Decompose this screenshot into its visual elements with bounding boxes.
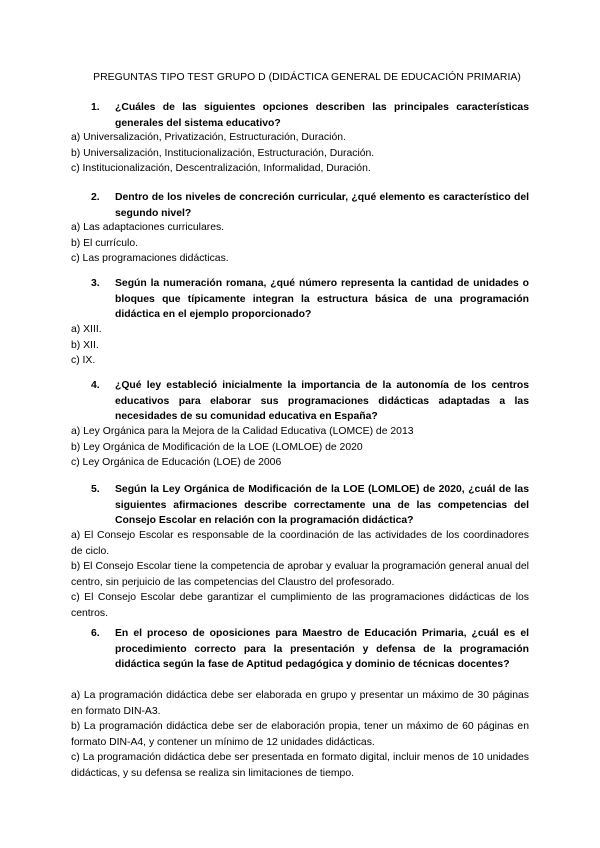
option-a: a) El Consejo Escolar es responsable de la coordinación de las actividades de los coordinadores de ciclo. [71, 530, 529, 557]
question-number: 6. [91, 628, 100, 639]
option-c: c) El Consejo Escolar debe garantizar el cumplimiento de las programaciones didácticas de los centros. [71, 592, 529, 619]
question-5 [71, 482, 529, 529]
question-1 [71, 100, 529, 131]
question-number: 3. [91, 278, 100, 289]
option-a: a) XIII. [71, 324, 102, 335]
question-number: 1. [91, 102, 100, 113]
option-b: b) Universalización, Institucionalización, Estructuración, Duración. [71, 147, 375, 159]
option-c: c) Institucionalización, Descentralización, Informalidad, Duración. [71, 163, 371, 174]
question-title [71, 378, 529, 425]
question-6 [71, 626, 529, 673]
question-text: En el proceso de oposiciones para Maestro de Educación Primaria, ¿cuál es el procedimiento correcto para la presentación y defensa de la programación didáctica según la fase de Aptitud pedagógica y dominio de técnicas docentes? [115, 628, 529, 670]
question-text: Según la Ley Orgánica de Modificación de la LOE (LOMLOE) de 2020, ¿cuál de las siguientes afirmaciones describe correctamente una de las competencias del Consejo Escolar en relación con la programación didáctica? [115, 484, 529, 526]
question-4 [71, 378, 529, 425]
option-b: b) El Consejo Escolar tiene la competencia de aprobar y evaluar la programación general anual del centro, sin perjuicio de las competencias del Claustro del profesorado. [71, 561, 529, 588]
option-a: a) Ley Orgánica para la Mejora de la Calidad Educativa (LOMCE) de 2013 [71, 426, 414, 437]
option-c: c) IX. [71, 355, 96, 366]
question-title [71, 482, 529, 529]
option-b: b) La programación didáctica debe ser de elaboración propia, tener un máximo de 60 páginas en formato DIN-A4, y contener un mínimo de 12 unidades didácticas. [71, 721, 529, 748]
question-text: Dentro de los niveles de concreción curricular, ¿qué elemento es característico del segundo nivel? [115, 192, 529, 219]
option-b: b) El currículo. [71, 237, 138, 249]
document-header: PREGUNTAS TIPO TEST GRUPO D (DIDÁCTICA GENERAL DE EDUCACIÓN PRIMARIA) [93, 72, 521, 83]
option-b: b) Ley Orgánica de Modificación de la LOE (LOMLOE) de 2020 [71, 441, 363, 453]
question-text: ¿Cuáles de las siguientes opciones describen las principales características generales del sistema educativo? [115, 102, 529, 129]
option-c: c) Ley Orgánica de Educación (LOE) de 2006 [71, 457, 282, 468]
question-title [71, 190, 529, 221]
question-text: ¿Qué ley estableció inicialmente la importancia de la autonomía de los centros educativos para elaborar sus programaciones didácticas adaptadas a las necesidades de su comunidad educativa en España? [115, 380, 529, 422]
option-a: a) Las adaptaciones curriculares. [71, 222, 225, 233]
option-c: c) Las programaciones didácticas. [71, 253, 229, 264]
option-a: a) La programación didáctica debe ser elaborada en grupo y presentar un máximo de 30 páginas en formato DIN-A3. [71, 690, 529, 717]
question-number: 2. [91, 192, 100, 203]
question-3 [71, 276, 529, 323]
option-b: b) XII. [71, 339, 99, 351]
option-c: c) La programación didáctica debe ser presentada en formato digital, incluir menos de 10 unidades didácticas, y su defensa se realiza sin limitaciones de tiempo. [71, 752, 529, 779]
question-number: 5. [91, 484, 100, 495]
option-a: a) Universalización, Privatización, Estructuración, Duración. [71, 132, 346, 143]
question-title [71, 276, 529, 323]
question-title [71, 626, 529, 673]
question-text: Según la numeración romana, ¿qué número representa la cantidad de unidades o bloques que típicamente integran la estructura básica de una programación didáctica en el ejemplo proporcionado? [115, 278, 529, 320]
question-number: 4. [91, 380, 100, 391]
question-title [71, 100, 529, 131]
question-2 [71, 190, 529, 221]
